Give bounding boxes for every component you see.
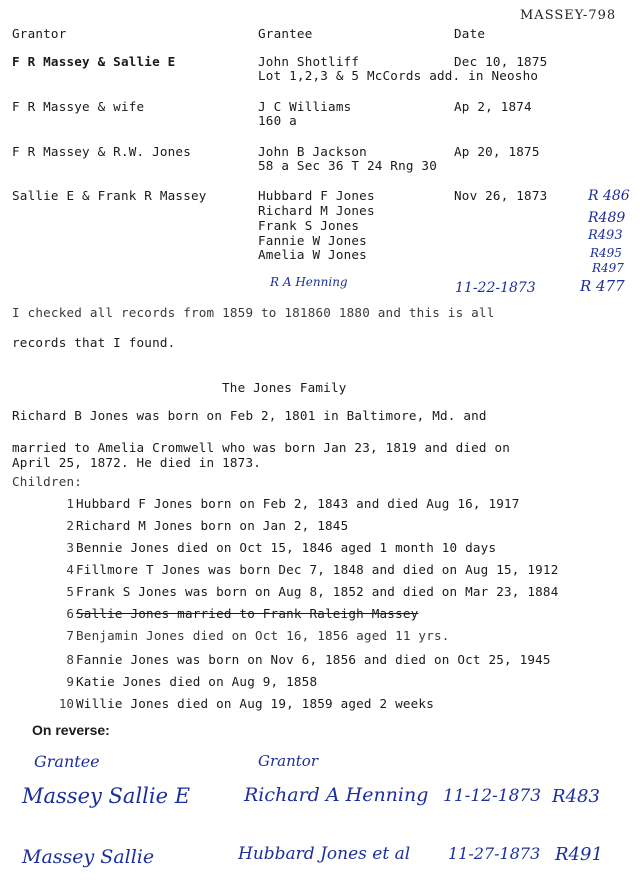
child-6-number: 6: [66, 606, 74, 621]
handwritten-ref-5: R497: [592, 261, 624, 275]
reverse-header-grantor: Grantor: [258, 752, 318, 770]
family-text-line-3: April 25, 1872. He died in 1873.: [12, 455, 262, 470]
family-title: The Jones Family: [222, 380, 347, 395]
reverse-row-1-date: 11-12-1873: [443, 786, 542, 806]
child-1-text: Hubbard F Jones born on Feb 2, 1843 and died Aug 16, 1917: [76, 496, 520, 511]
child-4-text: Fillmore T Jones was born Dec 7, 1848 and died on Aug 15, 1912: [76, 562, 559, 577]
family-text-line-2: married to Amelia Cromwell who was born Jan 23, 1819 and died on: [12, 440, 511, 455]
handwritten-ref-1: R 486: [588, 188, 630, 204]
child-7-number: 7: [66, 628, 74, 643]
record-2-grantee-line-2: 160 a: [258, 113, 297, 128]
child-5-text: Frank S Jones was born on Aug 8, 1852 and died on Mar 23, 1884: [76, 584, 559, 599]
reverse-row-1-ref: R483: [552, 786, 600, 807]
reverse-row-1-grantor: Richard A Henning: [244, 784, 429, 806]
child-7-text: Benjamin Jones died on Oct 16, 1856 aged 11 yrs.: [76, 628, 450, 643]
statement-line-1: I checked all records from 1859 to 181860 1880 and this is all: [12, 305, 495, 320]
handwritten-ref-3: R493: [588, 228, 623, 243]
child-3-number: 3: [66, 540, 74, 555]
child-2-text: Richard M Jones born on Jan 2, 1845: [76, 518, 349, 533]
child-8-number: 8: [66, 652, 74, 667]
header-date: Date: [454, 26, 486, 41]
child-4-number: 4: [66, 562, 74, 577]
reverse-row-2-ref: R491: [555, 844, 603, 865]
header-grantee: Grantee: [258, 26, 313, 41]
child-8-text: Fannie Jones was born on Nov 6, 1856 and died on Oct 25, 1945: [76, 652, 551, 667]
header-grantor: Grantor: [12, 26, 67, 41]
children-label: Children:: [12, 474, 83, 489]
record-2-date: Ap 2, 1874: [454, 99, 532, 114]
child-3-text: Bennie Jones died on Oct 15, 1846 aged 1 month 10 days: [76, 540, 497, 555]
corner-note: MASSEY-798: [520, 8, 617, 23]
record-4-grantee-line-5: Amelia W Jones: [258, 247, 367, 262]
handwritten-ref-6: R 477: [580, 277, 625, 295]
reverse-row-2-grantor: Hubbard Jones et al: [238, 844, 411, 864]
reverse-row-1-grantee: Massey Sallie E: [22, 784, 191, 808]
record-4-grantee-line-3: Frank S Jones: [258, 218, 360, 233]
record-3-grantor: F R Massey & R.W. Jones: [12, 144, 191, 159]
record-4-grantee-line-1: Hubbard F Jones: [258, 188, 375, 203]
record-4-grantee-line-4: Fannie W Jones: [258, 233, 367, 248]
family-text-line-1: Richard B Jones was born on Feb 2, 1801 in Baltimore, Md. and: [12, 408, 487, 423]
reverse-header-grantee: Grantee: [34, 752, 100, 771]
record-2-grantor: F R Massye & wife: [12, 99, 145, 114]
record-1-date: Dec 10, 1875: [454, 54, 548, 69]
handwritten-ref-4: R495: [590, 246, 622, 260]
record-3-grantee-line-1: John B Jackson: [258, 144, 367, 159]
child-1-number: 1: [66, 496, 74, 511]
record-2-grantee-line-1: J C Williams: [258, 99, 352, 114]
statement-line-2: records that I found.: [12, 335, 176, 350]
record-4-grantor: Sallie E & Frank R Massey: [12, 188, 207, 203]
handwritten-grantee: R A Henning: [270, 275, 348, 289]
child-10-text: Willie Jones died on Aug 19, 1859 aged 2 weeks: [76, 696, 434, 711]
child-10-number: 10: [58, 696, 74, 711]
record-1-grantee-line-1: John Shotliff: [258, 54, 360, 69]
reverse-label: On reverse:: [32, 722, 110, 738]
child-9-number: 9: [66, 674, 74, 689]
record-3-date: Ap 20, 1875: [454, 144, 540, 159]
record-1-grantee-line-2: Lot 1,2,3 & 5 McCords add. in Neosho: [258, 68, 539, 83]
child-2-number: 2: [66, 518, 74, 533]
record-1-grantor: F R Massey & Sallie E: [12, 54, 176, 69]
handwritten-ref-2: R489: [588, 210, 626, 226]
record-4-grantee-line-2: Richard M Jones: [258, 203, 375, 218]
reverse-row-2-grantee: Massey Sallie: [22, 846, 155, 868]
child-6-text: Sallie Jones married to Frank Raleigh Massey: [76, 606, 419, 621]
reverse-row-2-date: 11-27-1873: [448, 844, 541, 863]
handwritten-date: 11-22-1873: [455, 280, 536, 296]
record-4-date: Nov 26, 1873: [454, 188, 548, 203]
record-3-grantee-line-2: 58 a Sec 36 T 24 Rng 30: [258, 158, 437, 173]
child-9-text: Katie Jones died on Aug 9, 1858: [76, 674, 318, 689]
child-5-number: 5: [66, 584, 74, 599]
